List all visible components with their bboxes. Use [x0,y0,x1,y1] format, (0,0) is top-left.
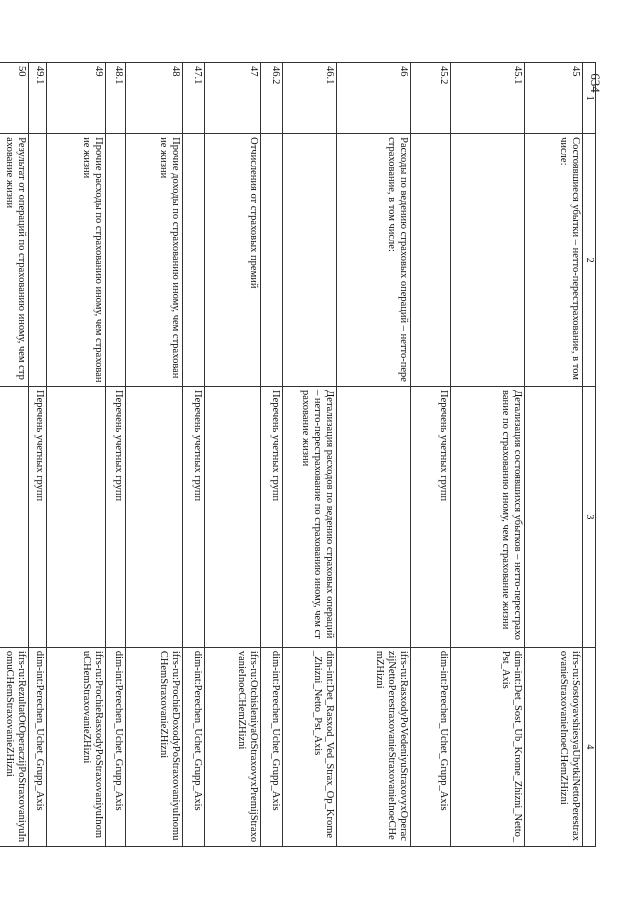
table-row [411,63,451,847]
row-code-cell: dim-int:Perechen_Uchet_Grupp_Axis [29,647,47,846]
row-number-cell: 47 [205,63,261,134]
table-row [283,63,337,847]
rotated-table-container [4,62,596,847]
row-description-cell [337,387,411,648]
page-number: 634 [587,73,603,93]
row-number-cell: 46 [337,63,411,134]
row-description-cell [525,387,583,648]
row-name-cell: Расходы по ведению страховых операций – нетто-перестрахование, в том числе: [337,134,411,387]
column-header: 1 [583,63,596,134]
table-row [205,63,261,847]
row-description-cell: Перечень учетных групп [106,387,126,648]
table-row [0,63,29,847]
row-name-cell [261,134,283,387]
table-row [451,63,525,847]
row-description-cell [205,387,261,648]
row-description-cell: Перечень учетных групп [29,387,47,648]
row-description-cell [0,387,29,648]
row-code-cell: dim-int:Det_Sost_Ub_Krome_Zhizni_Netto_Pst_Axis [451,647,525,846]
row-description-cell [47,387,106,648]
row-name-cell [183,134,205,387]
row-description-cell: Перечень учетных групп [261,387,283,648]
row-number-cell: 50 [0,63,29,134]
row-code-cell: ifrs-ru:RasxodyPoVedeniyuStraxovyxOperaczijNettoPerestraxovanieStraxovanieInoeCHemZHizni [337,647,411,846]
row-name-cell [411,134,451,387]
row-name-cell [106,134,126,387]
row-description-cell [126,387,183,648]
row-name-cell [29,134,47,387]
table-row [47,63,106,847]
row-code-cell: ifrs-ru:SostoyavshiesyaUbytkiNettoPerestraxovanieStraxovanieInoeCHemZHizni [525,647,583,846]
row-name-cell: Состоявшиеся убытки – нетто-перестрахование, в том числе: [525,134,583,387]
row-code-cell: dim-int:Perechen_Uchet_Grupp_Axis [261,647,283,846]
row-number-cell: 49.1 [29,63,47,134]
row-code-cell: ifrs-ru:ProchieRasxodyPoStraxovaniyuInomuCHemStraxovanieZHizni [47,647,106,846]
table-row [183,63,205,847]
row-name-cell [451,134,525,387]
row-number-cell: 45.2 [411,63,451,134]
table-row [261,63,283,847]
row-description-cell: Перечень учетных групп [411,387,451,648]
row-description-cell: Детализация состоявшихся убытков – нетто-перестрахование по страхованию иному, чем страхование жизни [451,387,525,648]
row-code-cell: dim-int:Perechen_Uchet_Grupp_Axis [183,647,205,846]
row-description-cell: Перечень учетных групп [183,387,205,648]
row-number-cell: 48.1 [106,63,126,134]
row-code-cell: ifrs-ru:ProchieDoxodyPoStraxovaniyuInomuCHemStraxovanieZHizni [126,647,183,846]
data-table [0,62,596,847]
table-header-row [583,63,596,847]
table-row [106,63,126,847]
table-row [337,63,411,847]
row-code-cell: ifrs-ru:RezultatOtOperaczijPoStraxovaniyuInomuCHemStraxovanieZHizni [0,647,29,846]
row-name-cell: Результат от операций по страхованию иному, чем страхование жизни [0,134,29,387]
row-number-cell: 45.1 [451,63,525,134]
row-name-cell: Отчисления от страховых премий [205,134,261,387]
row-number-cell: 46.2 [261,63,283,134]
row-number-cell: 46.1 [283,63,337,134]
row-number-cell: 48 [126,63,183,134]
table-row [126,63,183,847]
row-code-cell: dim-int:Perechen_Uchet_Grupp_Axis [411,647,451,846]
row-number-cell: 45 [525,63,583,134]
row-code-cell: dim-int:Det_Rasxod_Ved_Strax_Op_Krome_Zhizni_Netto_Pst_Axis [283,647,337,846]
row-number-cell: 49 [47,63,106,134]
row-code-cell: ifrs-ru:OtchisleniyaOtStraxovyxPremijStraxovanieInoeCHemZHizni [205,647,261,846]
row-description-cell: Детализация расходов по ведению страховых операций – нетто-перестрахование по страхованию иному, чем страхование жизни [283,387,337,648]
row-name-cell: Прочие доходы по страхованию иному, чем страхование жизни [126,134,183,387]
row-name-cell: Прочие расходы по страхованию иному, чем страхование жизни [47,134,106,387]
column-header: 3 [583,387,596,648]
row-number-cell: 47.1 [183,63,205,134]
table-row [525,63,583,847]
column-header: 4 [583,647,596,846]
table-row [29,63,47,847]
row-code-cell: dim-int:Perechen_Uchet_Grupp_Axis [106,647,126,846]
row-name-cell [283,134,337,387]
column-header: 2 [583,134,596,387]
